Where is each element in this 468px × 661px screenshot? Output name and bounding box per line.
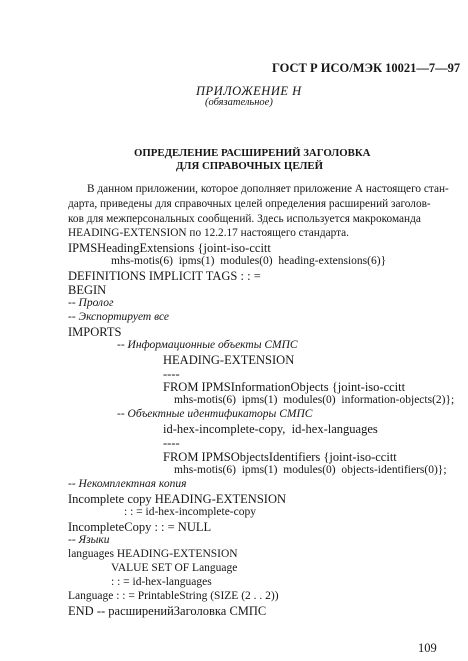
code-line-module-name: IPMSHeadingExtensions {joint-iso-ccitt	[68, 241, 271, 255]
code-line-language-type: Language : : = PrintableString (SIZE (2 . . 2))	[68, 590, 279, 602]
code-line-module-oid: mhs-motis(6) ipms(1) modules(0) heading-extensions(6)}	[111, 255, 387, 267]
code-line-object-identifiers-oid: mhs-motis(6) ipms(1) modules(0) objects-identifiers(0)};	[174, 464, 447, 476]
comment-incomplete-copy: -- Некомплектная копия	[68, 478, 187, 490]
annex-status: (обязательное)	[205, 97, 273, 108]
code-line-definitions: DEFINITIONS IMPLICIT TAGS : : =	[68, 269, 261, 283]
comment-object-identifiers: -- Объектные идентификаторы СМПС	[117, 408, 313, 420]
comment-languages: -- Языки	[68, 534, 110, 546]
section-heading-line-2: ДЛЯ СПРАВОЧНЫХ ЦЕЛЕЙ	[176, 160, 324, 172]
code-line-languages-id: : : = id-hex-languages	[111, 576, 212, 588]
code-line-languages: languages HEADING-EXTENSION	[68, 548, 238, 560]
code-line-begin: BEGIN	[68, 283, 107, 297]
comment-info-objects: -- Информационные объекты СМПС	[117, 339, 298, 351]
intro-line-1: В данном приложении, которое дополняет приложение А настоящего стан-	[87, 183, 449, 195]
page-number: 109	[418, 641, 437, 655]
code-line-from-object-identifiers: FROM IPMSObjectsIdentifiers {joint-iso-ccitt	[163, 450, 397, 464]
intro-line-4: HEADING-EXTENSION по 12.2.17 настоящего стандарта.	[68, 227, 350, 239]
code-line-incompletecopy-type: IncompleteCopy : : = NULL	[68, 520, 212, 534]
code-line-separator-1: ----	[163, 367, 180, 381]
comment-prolog: -- Пролог	[68, 297, 114, 309]
code-line-value-set: VALUE SET OF Language	[111, 562, 238, 574]
code-line-incomplete-copy: Incomplete copy HEADING-EXTENSION	[68, 492, 286, 506]
annex-title: ПРИЛОЖЕНИЕ Н	[196, 84, 302, 98]
code-line-separator-2: ----	[163, 436, 180, 450]
intro-line-3: ков для межперсональных сообщений. Здесь используется макрокоманда	[68, 213, 421, 225]
code-line-incomplete-copy-id: : : = id-hex-incomplete-copy	[124, 506, 256, 518]
code-line-imports: IMPORTS	[68, 325, 122, 339]
standard-code-header: ГОСТ Р ИСО/МЭК 10021—7—97	[272, 61, 461, 75]
section-heading-line-1: ОПРЕДЕЛЕНИЕ РАСШИРЕНИЙ ЗАГОЛОВКА	[134, 147, 371, 159]
comment-exports-all: -- Экспортирует все	[68, 311, 169, 323]
code-line-from-info-objects: FROM IPMSInformationObjects {joint-iso-ccitt	[163, 380, 406, 394]
code-line-heading-extension-import: HEADING-EXTENSION	[163, 353, 295, 367]
code-line-id-hex-imports: id-hex-incomplete-copy, id-hex-languages	[163, 422, 378, 436]
intro-line-2: дарта, приведены для справочных целей определения расширений заголов-	[68, 198, 431, 210]
code-line-info-objects-oid: mhs-motis(6) ipms(1) modules(0) information-objects(2)};	[174, 394, 455, 406]
code-line-end: END -- расширенийЗаголовка СМПС	[68, 604, 267, 618]
